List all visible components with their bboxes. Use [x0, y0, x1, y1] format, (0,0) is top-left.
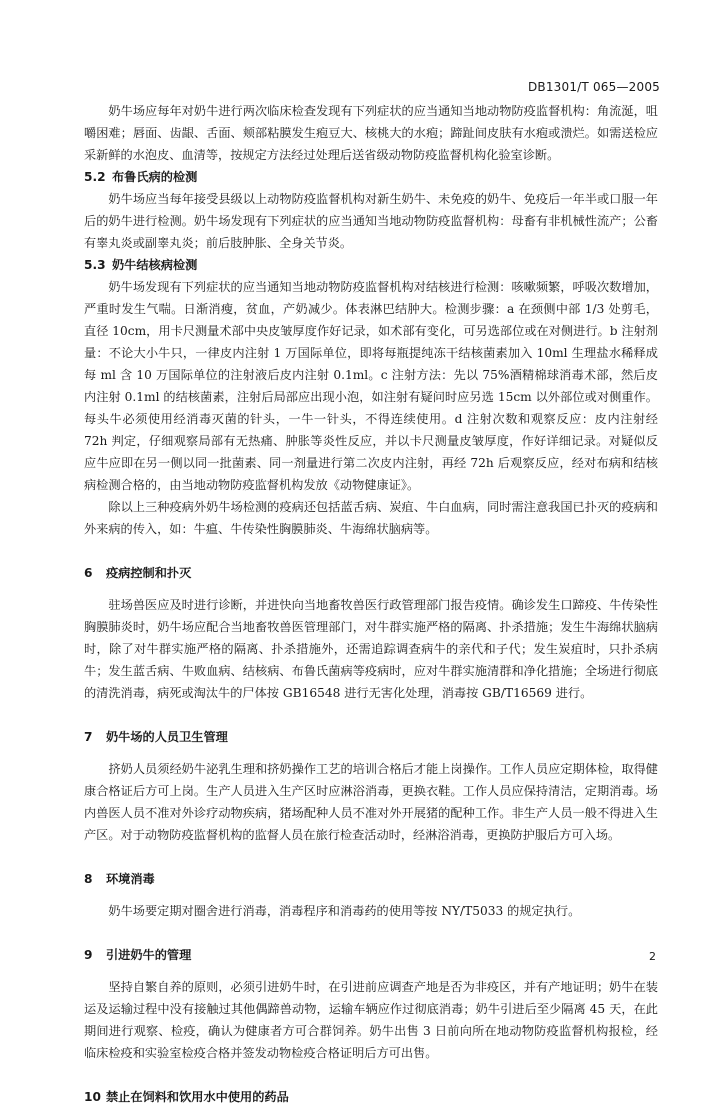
paragraph-disease-control: 驻场兽医应及时进行诊断，并进快向当地畜牧兽医行政管理部门报告疫情。确诊发生口蹄疫、牛传染性胸膜肺炎时，奶牛场应配合当地畜牧兽医管理部门，对牛群实施严格的隔离、扑杀措施；发生牛海绵状脑病时，除了对牛群实施严格的隔离、扑杀措施外，还需追踪调查病牛的亲代和子代；发生炭疽时，只扑杀病牛；发生蓝舌病、牛败血病、结核病、布鲁氏菌病等疫病时，应对牛群实施清群和净化措施；全场进行彻底的清洗消毒，病死或淘汰牛的尸体按 GB16548 进行无害化处理，消毒按 GB/T16569 进行。 — [84, 598, 658, 700]
paragraph-other-diseases: 除以上三种疫病外奶牛场检测的疫病还包括蓝舌病、炭疽、牛白血病，同时需注意我国已扑灭的疫病和外来病的传入，如：牛瘟、牛传染性胸膜肺炎、牛海绵状脑病等。 — [84, 500, 658, 536]
section-heading-7 — [84, 726, 658, 748]
section-number: 8 — [84, 872, 93, 886]
subsection-title: 布鲁氏病的检测 — [112, 170, 198, 184]
subsection-heading-5-2 — [84, 166, 658, 188]
section-number: 6 — [84, 566, 93, 580]
section-number: 7 — [84, 730, 93, 744]
subsection-number: 5.2 — [84, 170, 106, 184]
paragraph-brucellosis: 奶牛场应当每年接受县级以上动物防疫监督机构对新生奶牛、未免疫的奶牛、免疫后一年半或口服一年后的奶牛进行检测。奶牛场发现有下列症状的应当通知当地动物防疫监督机构：母畜有非机械性流产；公畜有睾丸炎或副睾丸炎；前后肢肿胀、全身关节炎。 — [84, 192, 658, 250]
section-title: 禁止在饲料和饮用水中使用的药品 — [106, 1090, 289, 1104]
subsection-title: 奶牛结核病检测 — [112, 258, 198, 272]
section-number: 10 — [84, 1090, 101, 1104]
paragraph-personnel-hygiene: 挤奶人员须经奶牛泌乳生理和挤奶操作工艺的培训合格后才能上岗操作。工作人员应定期体检，取得健康合格证后方可上岗。生产人员进入生产区时应淋浴消毒，更换衣鞋。工作人员应保持清洁，定期消毒。场内兽医人员不准对外诊疗动物疾病，猪场配种人员不准对外开展猪的配种工作。非生产人员一般不得进入生产区。对于动物防疫监督机构的监督人员在旅行检查活动时，经淋浴消毒，更换防护服后方可入场。 — [84, 762, 658, 842]
section-heading-8 — [84, 868, 658, 890]
paragraph-tuberculosis: 奶牛场发现有下列症状的应当通知当地动物防疫监督机构对结核进行检测：咳嗽频繁，呼吸次数增加，严重时发生气喘。日渐消瘦，贫血，产奶减少。体表淋巴结肿大。检测步骤：a 在颈侧中部 1/3 处剪毛，直径 10cm，用卡尺测量术部中央皮皱厚度作好记录，如术部有变化，可另选部位或在对侧进行。b 注射剂量：不论大小牛只，一律皮内注射 1 万国际单位，即将每瓶提纯冻干结核菌素加入 10ml 生理盐水稀释成每 ml 含 10 万国际单位的注射液后皮内注射 0.1ml。c 注射方法：先以 75%酒精棉球消毒术部，然后皮内注射 0.1ml 的结核菌素，注射后局部应出现小泡，如注射有疑问时应另选 15cm 以外部位或对侧重作。每头牛必须使用经消毒灭菌的针头，一牛一针头，不得连续使用。d 注射次数和观察反应：皮内注射经 72h 判定，仔细观察局部有无热痛、肿胀等炎性反应，并以卡尺测量皮皱厚度，作好详细记录。对疑似反应牛应即在另一侧以同一批菌素、同一剂量进行第二次皮内注射，再经 72h 后观察反应，经对布病和结核病检测合格的，由当地动物防疫监督机构发放《动物健康证》。 — [84, 280, 658, 492]
subsection-heading-5-3 — [84, 254, 658, 276]
section-heading-6 — [84, 562, 658, 584]
paragraph-environment-disinfection: 奶牛场要定期对圈舍进行消毒，消毒程序和消毒药的使用等按 NY/T5033 的规定执行。 — [108, 904, 581, 918]
section-number: 9 — [84, 948, 93, 962]
section-heading-10 — [84, 1086, 658, 1108]
section-title: 引进奶牛的管理 — [106, 948, 192, 962]
paragraph-intro: 奶牛场应每年对奶牛进行两次临床检查发现有下列症状的应当通知当地动物防疫监督机构：角流涎，咀嚼困难；唇面、齿龈、舌面、颊部粘膜发生疱豆大、核桃大的水疱；蹄趾间皮肤有水疱或溃烂。如需送检应采新鲜的水泡皮、血清等，按规定方法经过处理后送省级动物防疫监督机构化验室诊断。 — [84, 104, 658, 162]
subsection-number: 5.3 — [84, 258, 106, 272]
page-number: 2 — [649, 950, 656, 963]
section-title: 疫病控制和扑灭 — [106, 566, 192, 580]
document-body — [84, 100, 658, 1118]
document-code: DB1301/T 065—2005 — [527, 80, 660, 94]
paragraph-cow-introduction: 坚持自繁自养的原则，必须引进奶牛时，在引进前应调查产地是否为非疫区，并有产地证明；奶牛在装运及运输过程中没有接触过其他偶蹄兽动物，运输车辆应作过彻底消毒；奶牛引进后至少隔离 45 天，在此期间进行观察、检疫，确认为健康者方可合群饲养。奶牛出售 3 日前向所在地动物防疫监督机构报检，经临床检疫和实验室检疫合格并签发动物检疫合格证明后方可出售。 — [84, 980, 658, 1060]
section-title: 环境消毒 — [106, 872, 155, 886]
section-heading-9 — [84, 944, 658, 966]
section-title: 奶牛场的人员卫生管理 — [106, 730, 228, 744]
